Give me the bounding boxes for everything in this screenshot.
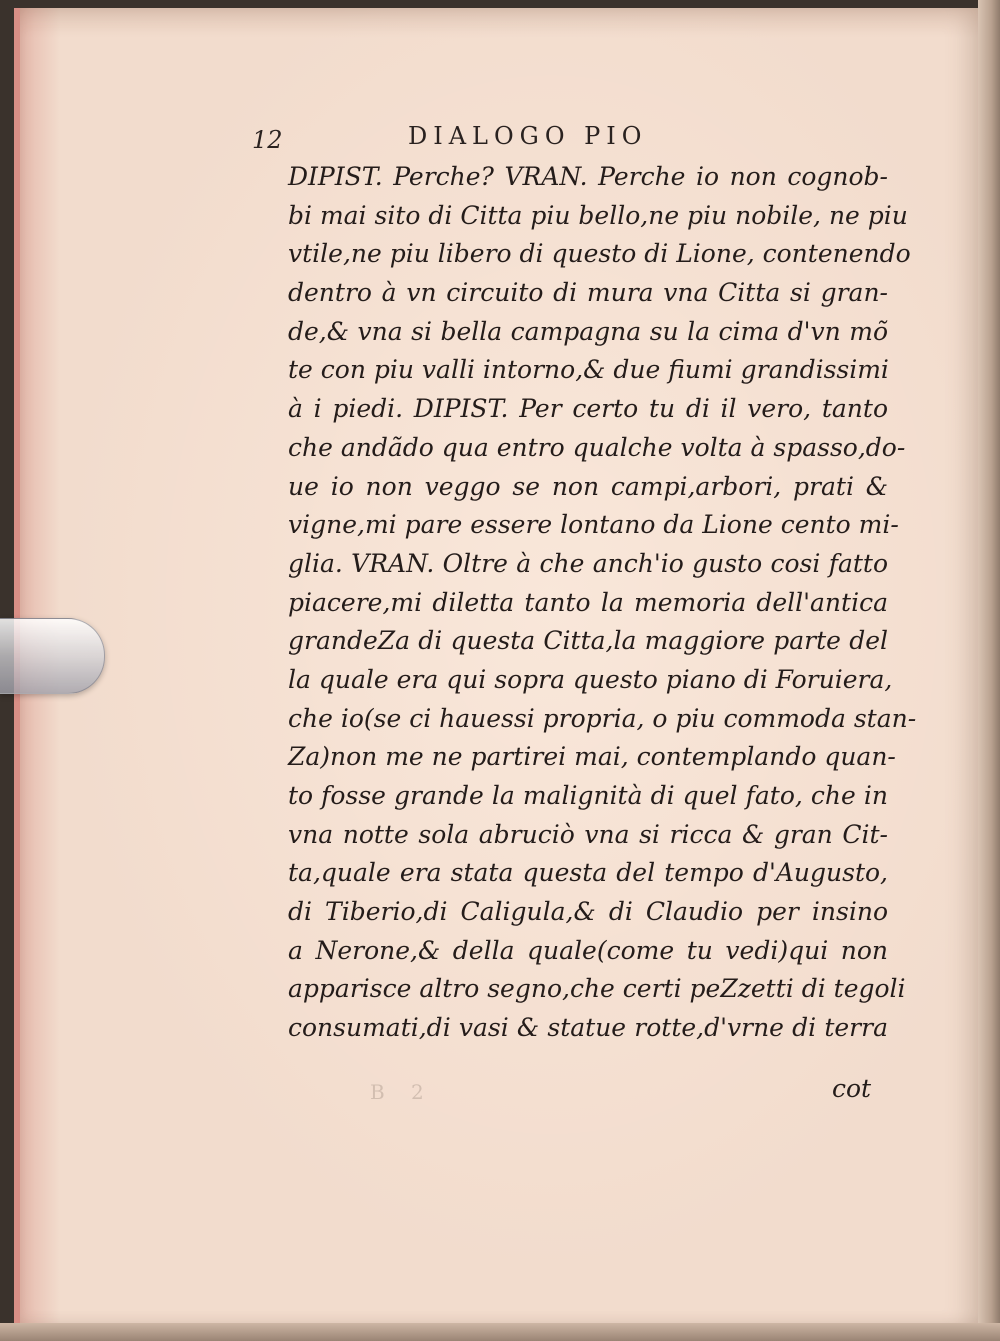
text-line: apparisce altro segno,che certi peZzetti di tegoli [288,974,906,1004]
signature-mark: B 2 [370,1080,434,1104]
page-bottom-edge [0,1323,1000,1341]
text-line: to fosse grande la malignità di quel fato, che in [288,781,888,810]
text-line: Za)non me ne partirei mai, contemplando quan- [288,742,896,772]
text-line: vna notte sola abruciò vna si ricca & gran Cit- [288,819,888,849]
text-line: ue io non veggo se non campi,arbori, prati & [288,471,888,501]
page-edge [978,0,1000,1341]
text-line: che andãdo qua entro qualche volta à spasso,do- [288,432,906,462]
text-line: dentro à vn circuito di mura vna Citta si gran- [288,278,888,308]
text-line: a Nerone,& della quale(come tu vedi)qui non [288,935,888,965]
text-line: vigne,mi pare essere lontano da Lione cento mi- [288,510,899,540]
text-line: glia. VRAN. Oltre à che anch'io gusto cosi fatto [288,548,888,578]
text-line: à i piedi. DIPIST. Per certo tu di il vero, tanto [288,394,888,424]
text-line: grandeZa di questa Citta,la maggiore parte del [288,626,888,656]
running-head: DIALOGO PIO [408,122,648,150]
page-clip [0,618,105,694]
text-line: ta,quale era stata questa del tempo d'Augusto, [288,858,888,888]
page-number: 12 [252,126,283,154]
text-line: DIPIST. Perche? VRAN. Perche io non cognob- [288,162,888,191]
text-line: consumati,di vasi & statue rotte,d'vrne di terra [288,1013,888,1043]
body-text [288,158,917,1048]
catchword: cot [832,1074,872,1103]
text-line: la quale era qui sopra questo piano di Foruiera, [288,664,893,694]
text-line: bi mai sito di Citta piu bello,ne piu nobile, ne piu [288,200,908,230]
text-line: di Tiberio,di Caligula,& di Claudio per insino [288,897,888,927]
text-line: vtile,ne piu libero di questo di Lione, contenendo [288,239,911,269]
text-line: te con piu valli intorno,& due fiumi grandissimi [288,355,889,385]
text-line: piacere,mi diletta tanto la memoria dell'antica [288,587,888,617]
text-line: che io(se ci hauessi propria, o piu commoda stan- [288,703,917,733]
text-line: de,& vna si bella campagna su la cima d'vn mõ [288,316,888,346]
